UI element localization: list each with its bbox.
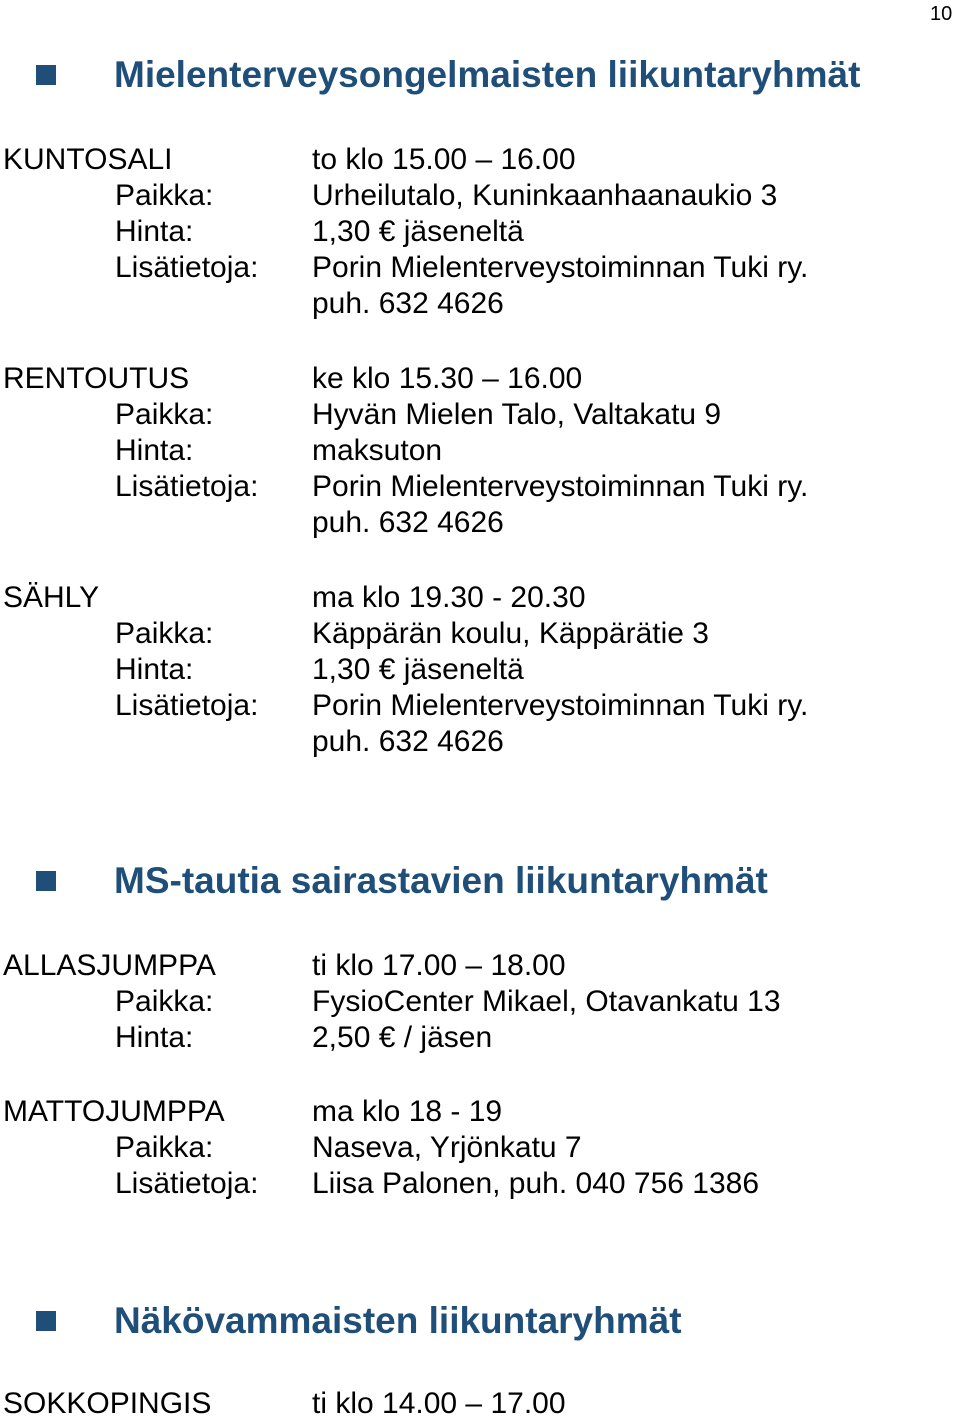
section-title: Mielenterveysongelmaisten liikuntaryhmät [114, 54, 861, 95]
square-bullet-icon [36, 65, 56, 85]
section-title: Näkövammaisten liikuntaryhmät [114, 1300, 682, 1341]
group-time: ti klo 14.00 – 17.00 [312, 1387, 566, 1420]
price-label: Hinta: [115, 1021, 194, 1054]
price-value: 1,30 € jäseneltä [312, 653, 524, 686]
group-time: ma klo 18 - 19 [312, 1095, 503, 1128]
info-phone: puh. 632 4626 [312, 725, 504, 758]
group-name: KUNTOSALI [3, 143, 173, 176]
info-label: Lisätietoja: [115, 470, 259, 503]
price-value: maksuton [312, 434, 443, 467]
price-label: Hinta: [115, 653, 194, 686]
place-value: Urheilutalo, Kuninkaanhaanaukio 3 [312, 179, 778, 212]
group-time: ma klo 19.30 - 20.30 [312, 581, 586, 614]
info-value: Porin Mielenterveystoiminnan Tuki ry. [312, 470, 809, 503]
info-phone: puh. 632 4626 [312, 506, 504, 539]
group-name: SOKKOPINGIS [3, 1387, 212, 1420]
place-value: Hyvän Mielen Talo, Valtakatu 9 [312, 398, 722, 431]
info-value: Porin Mielenterveystoiminnan Tuki ry. [312, 251, 809, 284]
info-value: Liisa Palonen, puh. 040 756 1386 [312, 1167, 760, 1200]
place-label: Paikka: [115, 179, 214, 212]
group-name: MATTOJUMPPA [3, 1095, 225, 1128]
price-label: Hinta: [115, 434, 194, 467]
info-value: Porin Mielenterveystoiminnan Tuki ry. [312, 689, 809, 722]
group-time: ti klo 17.00 – 18.00 [312, 949, 566, 982]
price-value: 1,30 € jäseneltä [312, 215, 524, 248]
place-label: Paikka: [115, 398, 214, 431]
group-time: to klo 15.00 – 16.00 [312, 143, 576, 176]
section-title: MS-tautia sairastavien liikuntaryhmät [114, 860, 768, 901]
price-value: 2,50 € / jäsen [312, 1021, 493, 1054]
group-name: SÄHLY [3, 581, 100, 614]
place-value: FysioCenter Mikael, Otavankatu 13 [312, 985, 781, 1018]
group-name: RENTOUTUS [3, 362, 190, 395]
square-bullet-icon [36, 871, 56, 891]
page-number: 10 [930, 3, 953, 25]
info-phone: puh. 632 4626 [312, 287, 504, 320]
place-label: Paikka: [115, 1131, 214, 1164]
place-label: Paikka: [115, 617, 214, 650]
place-value: Käppärän koulu, Käppärätie 3 [312, 617, 709, 650]
info-label: Lisätietoja: [115, 689, 259, 722]
price-label: Hinta: [115, 215, 194, 248]
place-value: Naseva, Yrjönkatu 7 [312, 1131, 582, 1164]
info-label: Lisätietoja: [115, 1167, 259, 1200]
group-name: ALLASJUMPPA [3, 949, 216, 982]
place-label: Paikka: [115, 985, 214, 1018]
group-time: ke klo 15.30 – 16.00 [312, 362, 583, 395]
square-bullet-icon [36, 1311, 56, 1331]
info-label: Lisätietoja: [115, 251, 259, 284]
